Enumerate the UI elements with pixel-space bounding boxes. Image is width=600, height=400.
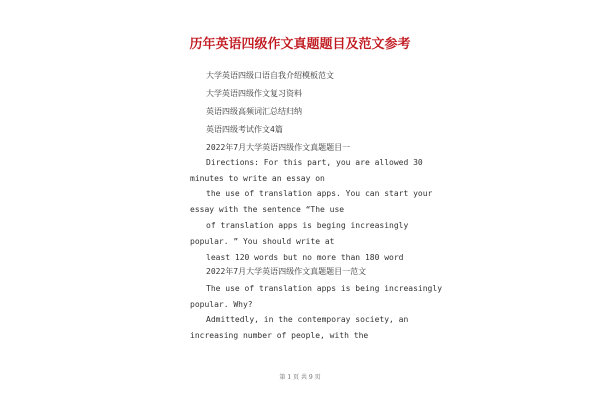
body-line: popular. Why? bbox=[190, 300, 253, 309]
body-line: 大学英语四级作文复习资料 bbox=[206, 89, 302, 98]
body-line: least 120 words but no more than 180 word bbox=[206, 253, 404, 262]
body-line: the use of translation apps. You can start your bbox=[206, 189, 433, 198]
body-line: Directions: For this part, you are allowed 30 bbox=[206, 158, 423, 167]
body-line: minutes to write an essay on bbox=[190, 174, 325, 183]
body-line: increasing number of people, with the bbox=[190, 331, 369, 340]
body-line: 2022年7月大学英语四级作文真题题目一范文 bbox=[206, 267, 367, 276]
page-number-footer: 第 1 页 共 9 页 bbox=[279, 374, 321, 381]
body-line: 英语四级考试作文4篇 bbox=[206, 125, 283, 134]
body-line: popular. ” You should write at bbox=[190, 237, 335, 246]
document-title: 历年英语四级作文真题题目及范文参考 bbox=[189, 37, 411, 52]
body-line: of translation apps is beging increasingly bbox=[206, 221, 409, 230]
body-line: 2022年7月大学英语四级作文真题题目一 bbox=[206, 143, 351, 152]
body-line: 大学英语四级口语自我介绍模板范文 bbox=[206, 71, 334, 80]
body-line: essay with the sentence “The use bbox=[190, 205, 345, 214]
body-line: The use of translation apps is being increasingly bbox=[206, 284, 443, 293]
body-line: 英语四级高频词汇总结归纳 bbox=[206, 107, 302, 116]
body-line: Admittedly, in the contemporay society, an bbox=[206, 315, 409, 324]
